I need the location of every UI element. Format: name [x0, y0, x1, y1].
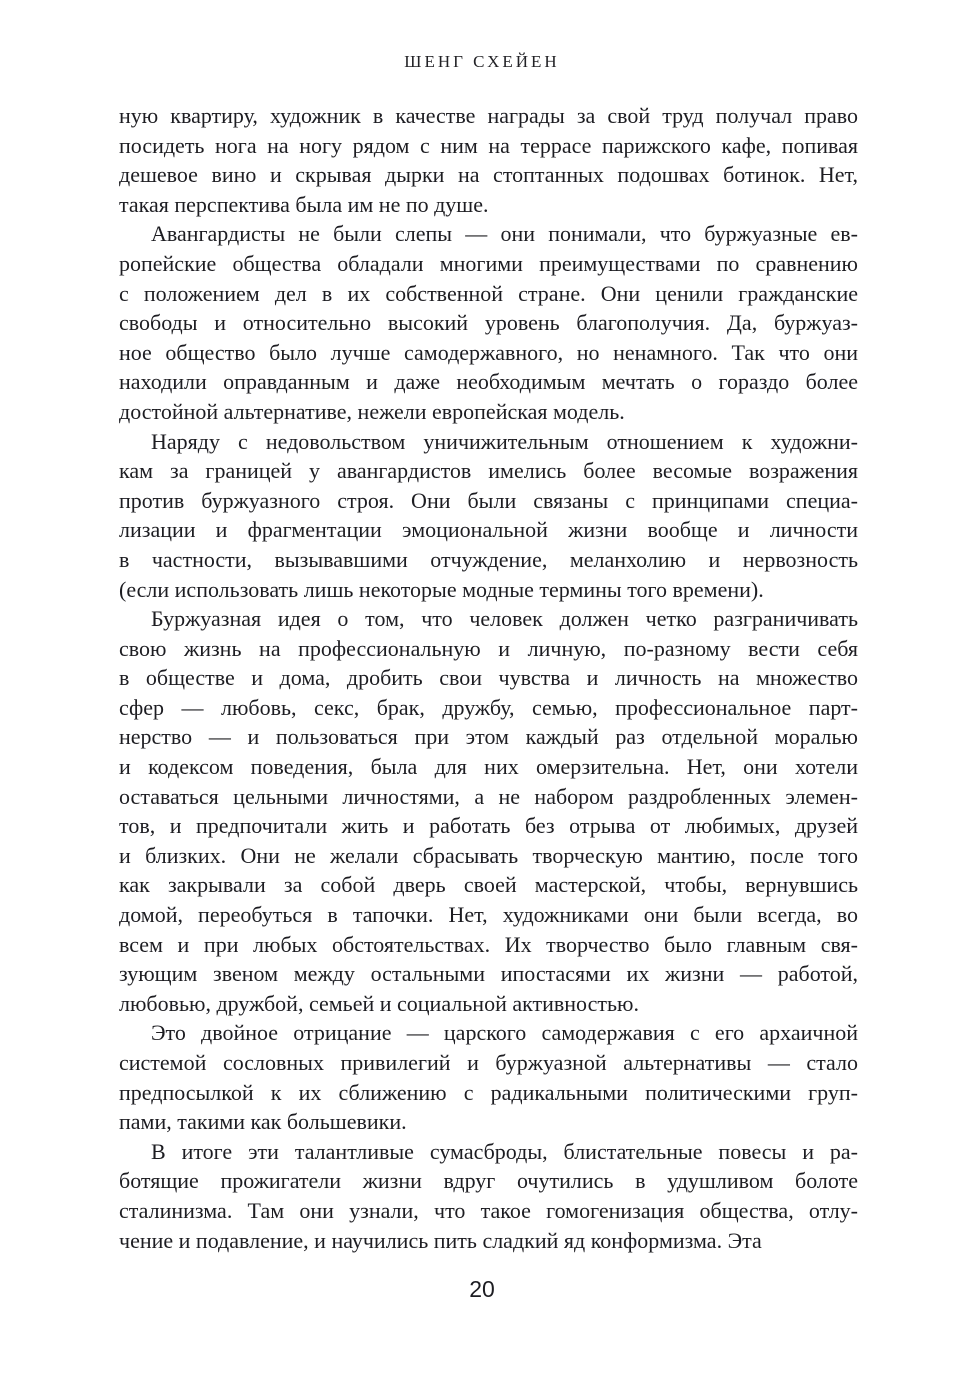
text-line: ную квартиру, художник в качестве награды за свой труд получал право [119, 103, 858, 128]
text-line: (если использовать лишь некоторые модные термины того времени). [119, 576, 764, 602]
text-line: Наряду с недовольством уничижительным отношением к художни- [151, 428, 858, 454]
text-line: всем и при любых обстоятельствах. Их творчество было главным свя- [119, 931, 858, 957]
text-line: против буржуазного строя. Они были связаны с принципами специа- [119, 487, 858, 513]
text-line: тов, и предпочитали жить и работать без отрыва от любимых, друзей [119, 813, 858, 839]
text-line: домой, переобуться в тапочки. Нет, художниками они были всегда, во [119, 902, 858, 928]
text-line: такая перспектива была им не по душе. [119, 191, 489, 217]
text-line: оставаться цельными личностями, а не набором раздробленных элемен- [119, 783, 858, 809]
text-line: и близких. Они не желали сбрасывать творческую мантию, после того [119, 842, 858, 868]
text-line: находили оправданным и даже необходимым мечтать о гораздо более [119, 369, 858, 395]
text-line: Буржуазная идея о том, что человек должен четко разграничивать [151, 606, 858, 632]
running-header: ШЕНГ СХЕЙЕН [404, 52, 560, 71]
text-block [119, 101, 858, 1255]
text-line: с положением дел в их собственной стране. Они ценили гражданские [119, 280, 858, 306]
text-line: ропейские общества обладали многими преимуществами по сравнению [119, 250, 858, 276]
text-line: в частности, вызывавшими отчуждение, меланхолию и нервозность [119, 546, 858, 572]
text-line: Авангардисты не были слепы — они понимали, что буржуазные ев- [151, 221, 858, 247]
text-line: свою жизнь на профессиональную и личную, по-разному вести себя [119, 635, 858, 661]
text-line: ное общество было лучше самодержавного, но ненамного. Так что они [119, 339, 858, 365]
text-line: в обществе и дома, дробить свои чувства и личность на множество [119, 665, 858, 691]
text-line: системой сословных привилегий и буржуазной альтернативы — стало [119, 1050, 858, 1075]
text-line: чение и подавление, и научились пить сладкий яд конформизма. Эта [119, 1227, 762, 1253]
text-line: зующим звеном между остальными ипостасями их жизни — работой, [119, 961, 858, 987]
text-line: достойной альтернативе, нежели европейская модель. [119, 398, 625, 424]
text-line: кам за границей у авангардистов имелись более весомые возражения [119, 458, 858, 484]
text-line: свободы и относительно высокий уровень благополучия. Да, буржуаз- [119, 310, 858, 336]
text-line: сфер — любовь, секс, брак, дружбу, семью, профессиональное парт- [119, 694, 858, 720]
text-line: как закрывали за собой дверь своей мастерской, чтобы, вернувшись [119, 872, 858, 898]
text-line: посидеть нога на ногу рядом с ним на террасе парижского кафе, попивая [119, 132, 858, 158]
text-line: лизации и фрагментации эмоциональной жизни вообще и личности [119, 517, 858, 543]
text-line: дешевое вино и скрывая дырки на стоптанных подошвах ботинок. Нет, [119, 162, 858, 188]
text-line: ботящие прожигатели жизни вдруг очутились в удушливом болоте [119, 1168, 858, 1194]
text-line: Это двойное отрицание — царского самодержавия с его архаичной [151, 1020, 858, 1046]
text-line: пами, такими как большевики. [119, 1109, 407, 1135]
text-line: нерство — и пользоваться при этом каждый раз отдельной моралью [119, 724, 858, 750]
page-number: 20 [469, 1276, 495, 1302]
text-line: предпосылкой к их сближению с радикальными политическими груп- [119, 1079, 858, 1105]
text-line: и кодексом поведения, была для них омерзительна. Нет, они хотели [119, 754, 858, 780]
text-line: любовью, дружбой, семьей и социальной активностью. [119, 990, 639, 1016]
text-line: В итоге эти талантливые сумасброды, блистательные повесы и ра- [151, 1138, 858, 1164]
text-line: сталинизма. Там они узнали, что такое гомогенизация общества, отлу- [119, 1197, 858, 1223]
